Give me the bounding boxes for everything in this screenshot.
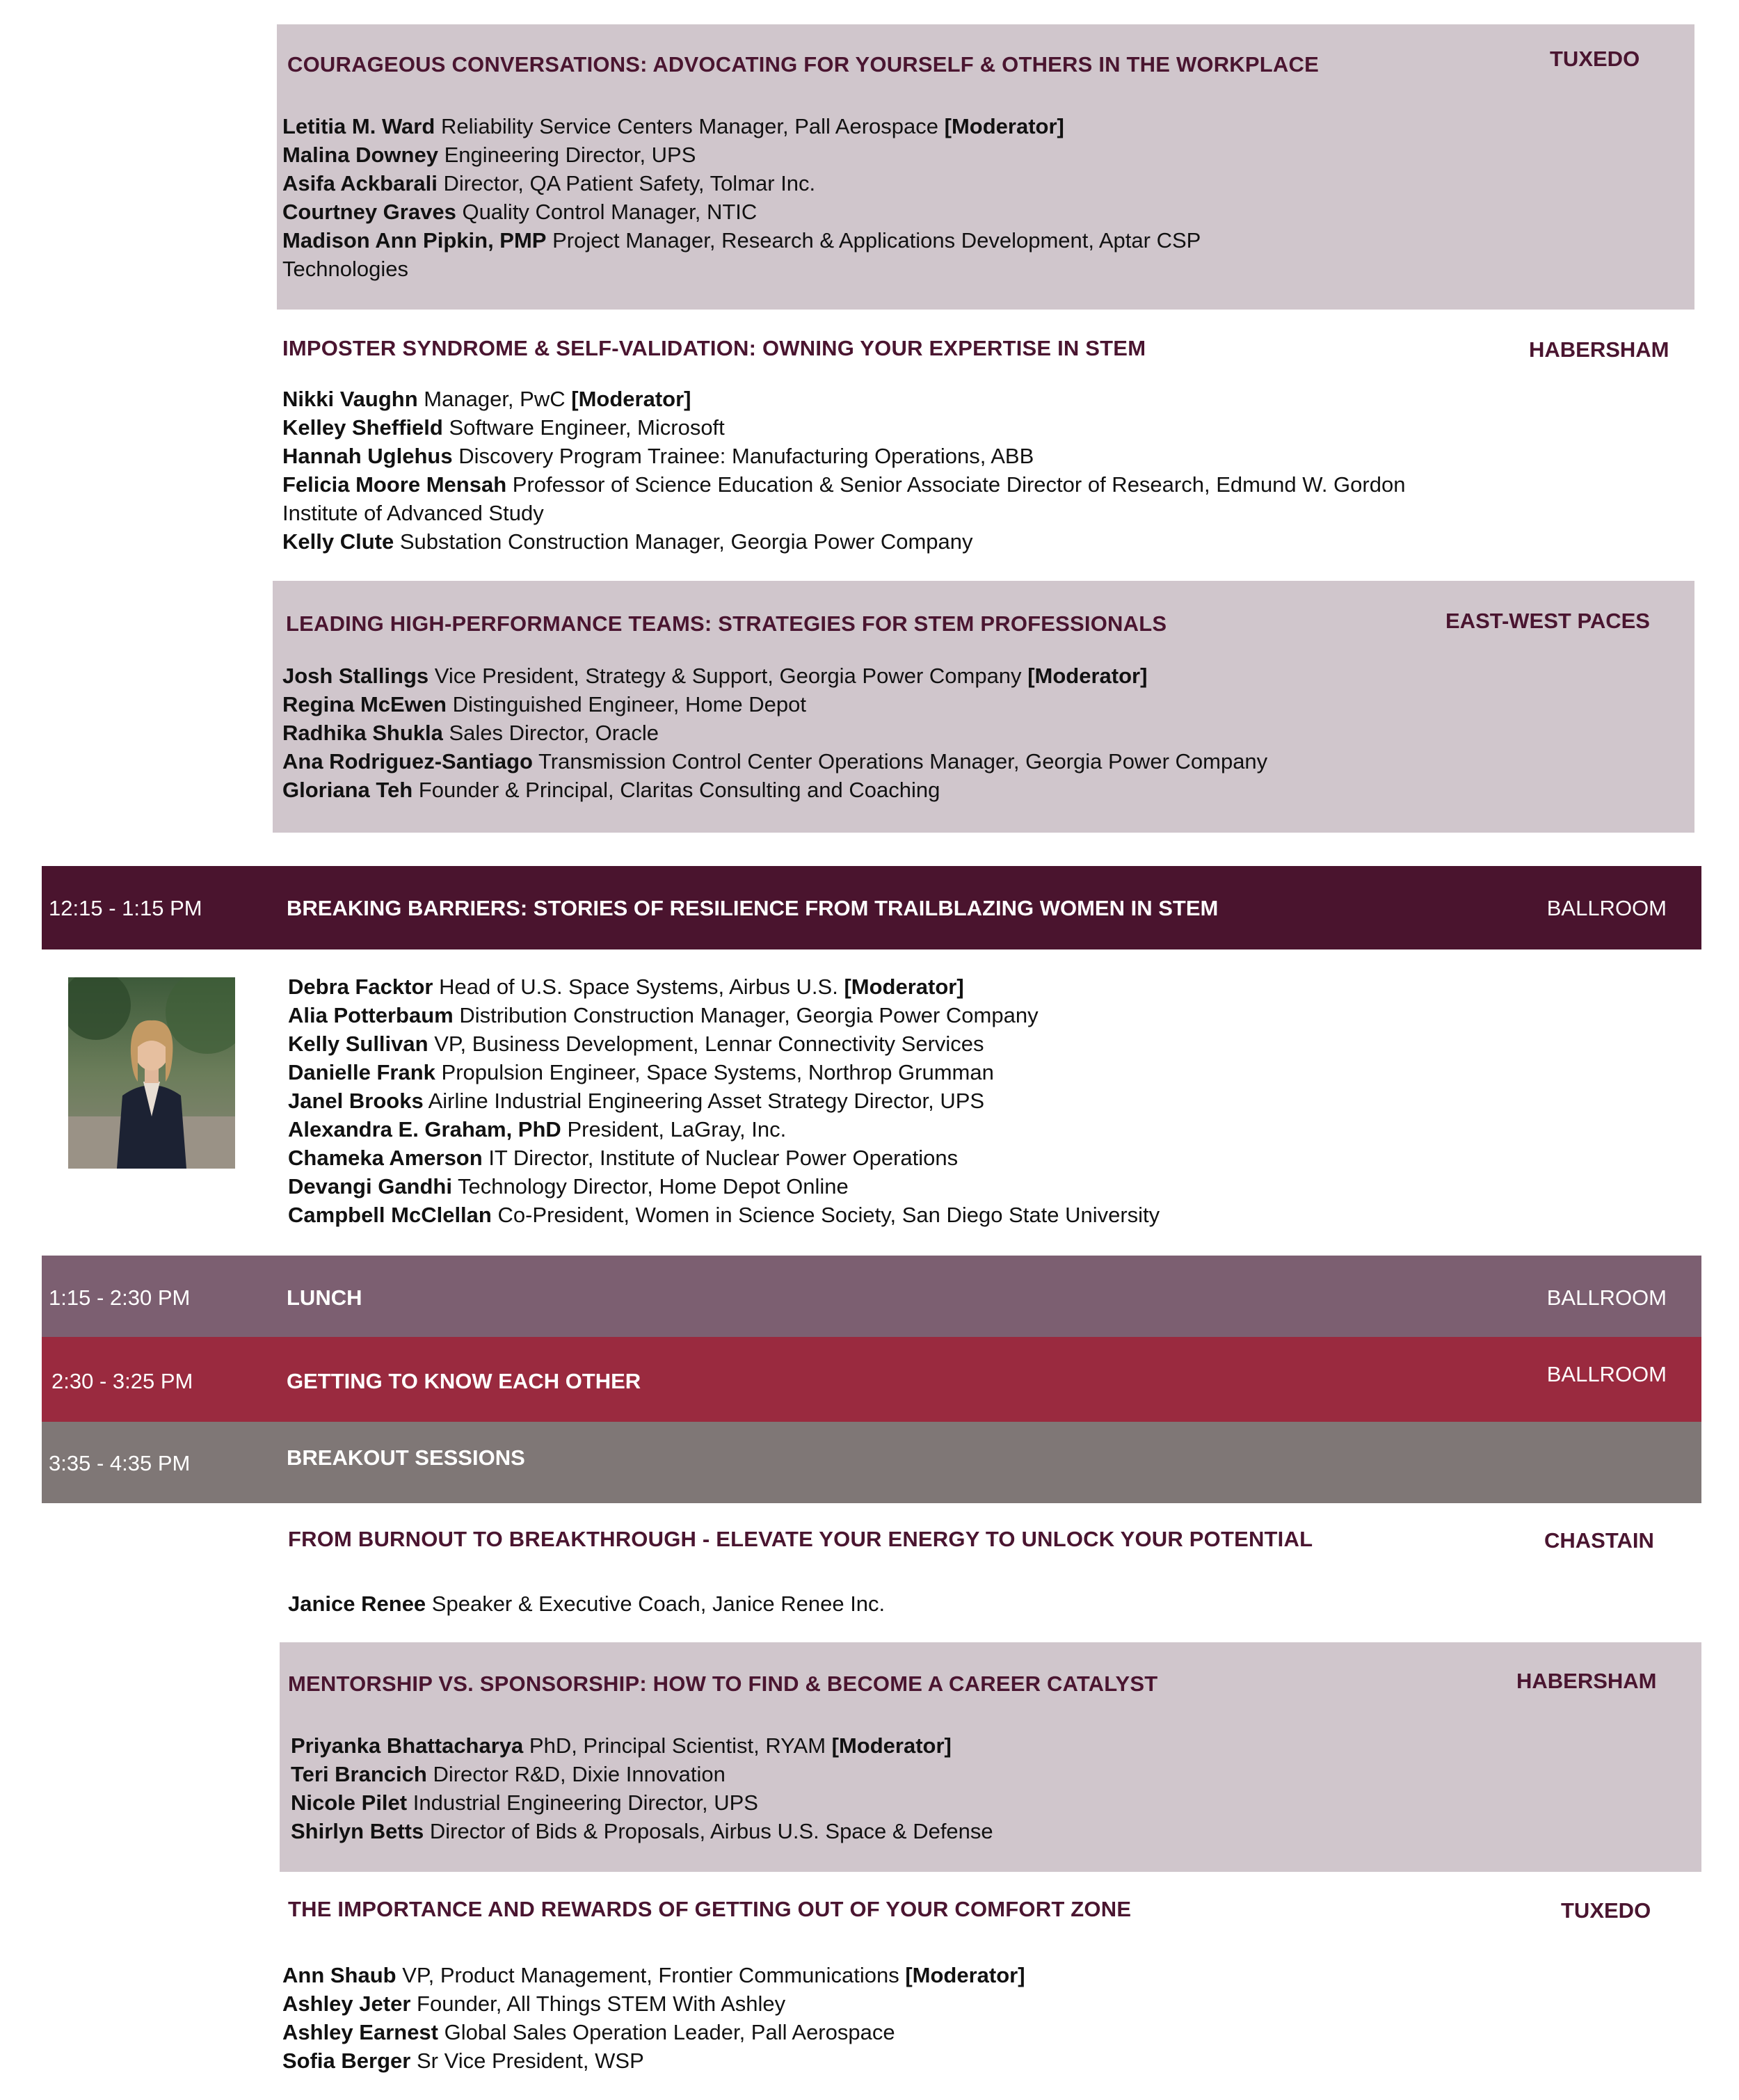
speaker-item: Letitia M. Ward Reliability Service Centers Manager, Pall Aerospace [Moderator] bbox=[282, 114, 1064, 138]
speaker-list bbox=[282, 662, 1534, 804]
speaker-item: Ashley Jeter Founder, All Things STEM With Ashley bbox=[282, 1991, 786, 2016]
session-title: GETTING TO KNOW EACH OTHER bbox=[287, 1369, 641, 1393]
speaker-item: Kelley Sheffield Software Engineer, Microsoft bbox=[282, 415, 725, 440]
session-room: HABERSHAM bbox=[1516, 1669, 1657, 1693]
speaker-item: Asifa Ackbarali Director, QA Patient Safety, Tolmar Inc. bbox=[282, 171, 816, 195]
session-title: BREAKOUT SESSIONS bbox=[287, 1445, 525, 1470]
speaker-list bbox=[282, 112, 1368, 283]
keynote-speaker-list bbox=[288, 972, 1610, 1229]
session-room: BALLROOM bbox=[1546, 896, 1667, 920]
speaker-item: Nicole Pilet Industrial Engineering Director, UPS bbox=[291, 1790, 758, 1815]
speaker-item: Campbell McClellan Co-President, Women in Science Society, San Diego State University bbox=[288, 1203, 1160, 1227]
speaker-item: Janel Brooks Airline Industrial Engineering Asset Strategy Director, UPS bbox=[288, 1089, 985, 1113]
session-room: BALLROOM bbox=[1546, 1285, 1667, 1310]
session-mentorship-sponsorship bbox=[280, 1642, 1701, 1872]
session-room: TUXEDO bbox=[1561, 1898, 1651, 1923]
session-room: EAST-WEST PACES bbox=[1445, 609, 1650, 633]
speaker-item: Radhika Shukla Sales Director, Oracle bbox=[282, 721, 659, 745]
speaker-item: Ana Rodriguez-Santiago Transmission Control Center Operations Manager, Georgia Power Company bbox=[282, 749, 1268, 774]
session-comfort-zone bbox=[277, 1872, 1701, 2100]
session-time: 1:15 - 2:30 PM bbox=[49, 1285, 191, 1310]
speaker-item: Debra Facktor Head of U.S. Space Systems, Airbus U.S. [Moderator] bbox=[288, 975, 964, 999]
networking-band bbox=[42, 1337, 1701, 1422]
speaker-list bbox=[282, 385, 1465, 556]
session-room: HABERSHAM bbox=[1529, 337, 1669, 362]
speaker-item: Janice Renee Speaker & Executive Coach, Janice Renee Inc. bbox=[288, 1592, 885, 1616]
session-room: BALLROOM bbox=[1546, 1362, 1667, 1386]
speaker-list bbox=[288, 1589, 885, 1618]
speaker-item: Danielle Frank Propulsion Engineer, Space Systems, Northrop Grumman bbox=[288, 1060, 994, 1084]
speaker-item: Gloriana Teh Founder & Principal, Claritas Consulting and Coaching bbox=[282, 778, 940, 802]
speaker-item: Courtney Graves Quality Control Manager, NTIC bbox=[282, 200, 758, 224]
session-burnout-breakthrough bbox=[280, 1503, 1701, 1642]
session-title: IMPOSTER SYNDROME & SELF-VALIDATION: OWNING YOUR EXPERTISE IN STEM bbox=[282, 336, 1146, 360]
lunch-band bbox=[42, 1256, 1701, 1337]
speaker-item: Ann Shaub VP, Product Management, Frontier Communications [Moderator] bbox=[282, 1963, 1025, 1987]
keynote-band bbox=[42, 866, 1701, 949]
speaker-item: Alia Potterbaum Distribution Construction Manager, Georgia Power Company bbox=[288, 1003, 1039, 1027]
breakout-band bbox=[42, 1422, 1701, 1503]
session-title: BREAKING BARRIERS: STORIES OF RESILIENCE FROM TRAILBLAZING WOMEN IN STEM bbox=[287, 896, 1219, 920]
speaker-item: Sofia Berger Sr Vice President, WSP bbox=[282, 2049, 644, 2073]
session-leading-teams bbox=[273, 581, 1694, 833]
session-imposter-syndrome bbox=[277, 310, 1694, 581]
speaker-item: Felicia Moore Mensah Professor of Science Education & Senior Associate Director of Research, Edmund W. Gordon Institute of Advanced Study bbox=[282, 472, 1406, 525]
session-title: LUNCH bbox=[287, 1285, 362, 1310]
speaker-item: Shirlyn Betts Director of Bids & Proposals, Airbus U.S. Space & Defense bbox=[291, 1819, 993, 1843]
session-time: 2:30 - 3:25 PM bbox=[51, 1369, 193, 1393]
speaker-item: Devangi Gandhi Technology Director, Home Depot Online bbox=[288, 1174, 849, 1199]
portrait-image bbox=[68, 977, 235, 1169]
speaker-item: Priyanka Bhattacharya PhD, Principal Scientist, RYAM [Moderator] bbox=[291, 1733, 952, 1758]
speaker-list bbox=[291, 1731, 993, 1845]
speaker-item: Chameka Amerson IT Director, Institute of Nuclear Power Operations bbox=[288, 1146, 959, 1170]
speaker-item: Nikki Vaughn Manager, PwC [Moderator] bbox=[282, 387, 691, 411]
speaker-photo bbox=[68, 977, 235, 1169]
session-title: FROM BURNOUT TO BREAKTHROUGH - ELEVATE YOUR ENERGY TO UNLOCK YOUR POTENTIAL bbox=[288, 1527, 1313, 1551]
session-title: THE IMPORTANCE AND REWARDS OF GETTING OUT OF YOUR COMFORT ZONE bbox=[288, 1897, 1132, 1921]
session-room: CHASTAIN bbox=[1544, 1528, 1654, 1553]
speaker-list bbox=[282, 1961, 1025, 2075]
session-time: 12:15 - 1:15 PM bbox=[49, 896, 202, 920]
speaker-item: Madison Ann Pipkin, PMP Project Manager, Research & Applications Development, Aptar CSP Technologies bbox=[282, 228, 1201, 281]
speaker-item: Hannah Uglehus Discovery Program Trainee: Manufacturing Operations, ABB bbox=[282, 444, 1034, 468]
session-room: TUXEDO bbox=[1550, 47, 1640, 71]
speaker-item: Regina McEwen Distinguished Engineer, Home Depot bbox=[282, 692, 806, 716]
speaker-item: Alexandra E. Graham, PhD President, LaGray, Inc. bbox=[288, 1117, 787, 1141]
speaker-item: Kelly Sullivan VP, Business Development, Lennar Connectivity Services bbox=[288, 1032, 984, 1056]
speaker-item: Teri Brancich Director R&D, Dixie Innovation bbox=[291, 1762, 726, 1786]
session-time: 3:35 - 4:35 PM bbox=[49, 1451, 191, 1475]
session-courageous-conversations bbox=[277, 24, 1694, 310]
session-title: LEADING HIGH-PERFORMANCE TEAMS: STRATEGIES FOR STEM PROFESSIONALS bbox=[286, 611, 1167, 636]
speaker-item: Malina Downey Engineering Director, UPS bbox=[282, 143, 696, 167]
session-title: COURAGEOUS CONVERSATIONS: ADVOCATING FOR YOURSELF & OTHERS IN THE WORKPLACE bbox=[287, 52, 1319, 77]
session-title: MENTORSHIP VS. SPONSORSHIP: HOW TO FIND & BECOME A CAREER CATALYST bbox=[288, 1672, 1158, 1696]
speaker-item: Josh Stallings Vice President, Strategy & Support, Georgia Power Company [Moderator] bbox=[282, 664, 1148, 688]
speaker-item: Kelly Clute Substation Construction Manager, Georgia Power Company bbox=[282, 529, 973, 554]
speaker-item: Ashley Earnest Global Sales Operation Leader, Pall Aerospace bbox=[282, 2020, 895, 2044]
